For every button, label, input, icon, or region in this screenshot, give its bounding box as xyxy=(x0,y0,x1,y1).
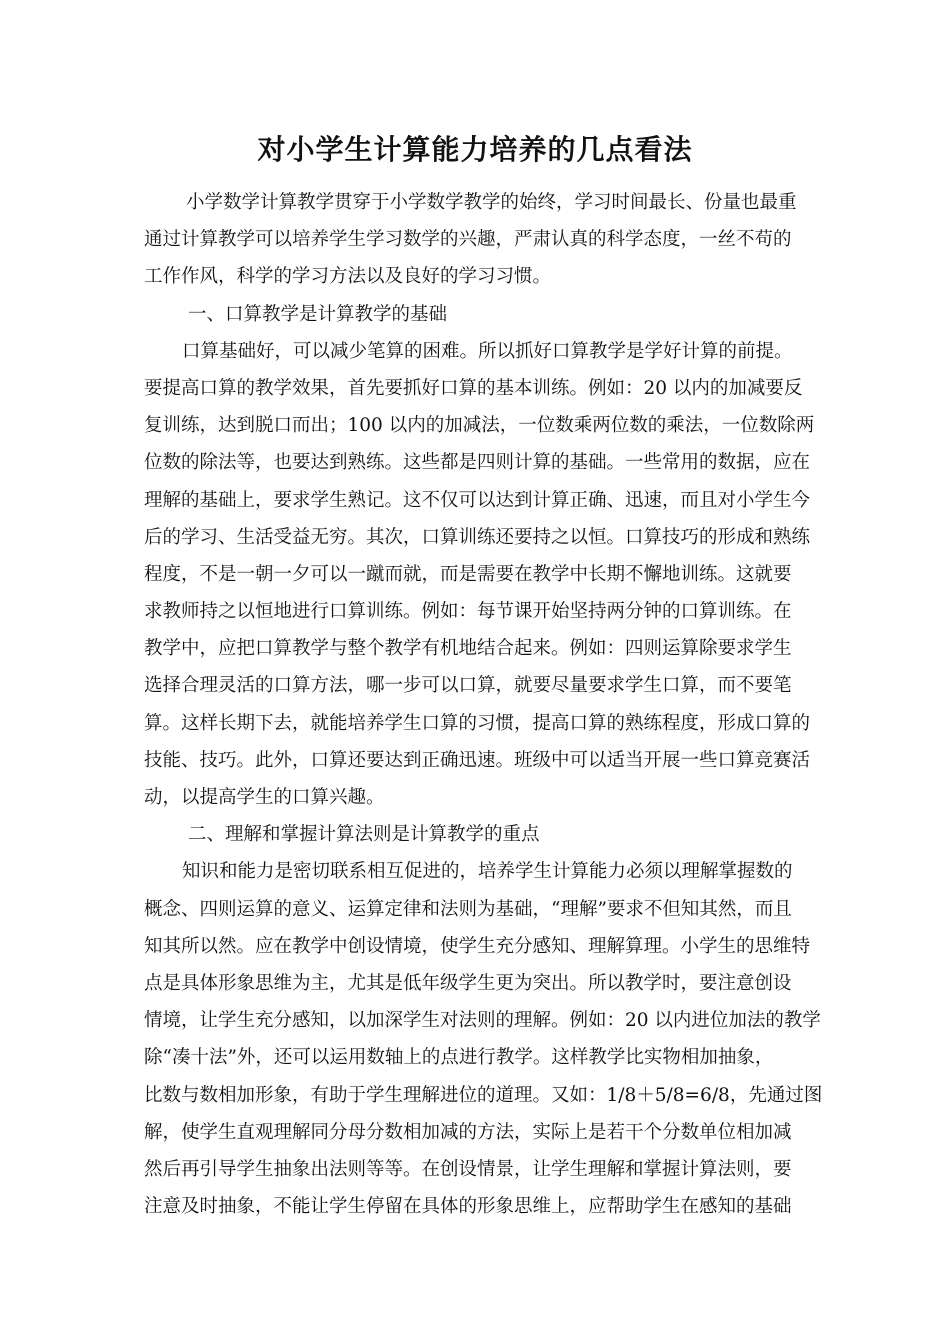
paragraph-line: 程度，不是一朝一夕可以一蹴而就，而是需要在教学中长期不懈地训练。这就要 xyxy=(144,563,792,585)
paragraph-line: 概念、四则运算的意义、运算定律和法则为基础，“理解”要求不但知其然，而且 xyxy=(144,898,792,920)
paragraph-line: 工作作风，科学的学习方法以及良好的学习习惯。 xyxy=(144,266,552,288)
paragraph-line: 解，使学生直观理解同分母分数相加减的方法，实际上是若干个分数单位相加减 xyxy=(144,1121,792,1143)
paragraph-line: 动，以提高学生的口算兴趣。 xyxy=(144,787,385,808)
paragraph-line: 理解的基础上，要求学生熟记。这不仅可以达到计算正确、迅速，而且对小学生今 xyxy=(144,489,811,511)
paragraph-line: 口算基础好，可以减少笔算的困难。所以抓好口算教学是学好计算的前提。 xyxy=(182,340,793,362)
paragraph-line: 知其所以然。应在教学中创设情境，使学生充分感知、理解算理。小学生的思维特 xyxy=(144,935,811,957)
paragraph-line: 求教师持之以恒地进行口算训练。例如：每节课开始坚持两分钟的口算训练。在 xyxy=(144,601,792,623)
paragraph-line: 小学数学计算教学贯穿于小学数学教学的始终，学习时间最长、份量也最重 xyxy=(186,192,797,213)
paragraph-line: 选择合理灵活的口算方法，哪一步可以口算，就要尽量要求学生口算，而不要笔 xyxy=(144,675,792,697)
paragraph-line: 注意及时抽象，不能让学生停留在具体的形象思维上，应帮助学生在感知的基础 xyxy=(144,1196,792,1218)
paragraph-line: 除“凑十法”外，还可以运用数轴上的点进行教学。这样教学比实物相加抽象， xyxy=(144,1047,774,1069)
paragraph-line: 点是具体形象思维为主，尤其是低年级学生更为突出。所以教学时，要注意创设 xyxy=(144,972,792,994)
document-title: 对小学生计算能力培养的几点看法 xyxy=(257,133,693,166)
paragraph-line: 技能、技巧。此外，口算还要达到正确迅速。班级中可以适当开展一些口算竞赛活 xyxy=(144,749,811,771)
paragraph-line: 然后再引导学生抽象出法则等等。在创设情景，让学生理解和掌握计算法则，要 xyxy=(144,1158,792,1180)
paragraph-line: 情境，让学生充分感知，以加深学生对法则的理解。例如：20 以内进位加法的教学 xyxy=(144,1010,821,1032)
paragraph-line: 通过计算教学可以培养学生学习数学的兴趣，严肃认真的科学态度，一丝不苟的 xyxy=(144,229,792,251)
document-body xyxy=(144,184,824,1225)
paragraph-line: 位数的除法等，也要达到熟练。这些都是四则计算的基础。一些常用的数据，应在 xyxy=(144,452,811,474)
paragraph-line: 后的学习、生活受益无穷。其次，口算训练还要持之以恒。口算技巧的形成和熟练 xyxy=(144,526,811,548)
paragraph-line: 算。这样长期下去，就能培养学生口算的习惯，提高口算的熟练程度，形成口算的 xyxy=(144,712,811,734)
paragraph-line: 要提高口算的教学效果，首先要抓好口算的基本训练。例如：20 以内的加减要反 xyxy=(144,377,803,399)
paragraph-line: 比数与数相加形象，有助于学生理解进位的道理。又如：1/8＋5/8=6/8，先通过图 xyxy=(144,1084,823,1106)
section-heading: 二、理解和掌握计算法则是计算教学的重点 xyxy=(188,824,540,846)
paragraph-line: 复训练，达到脱口而出；100 以内的加减法，一位数乘两位数的乘法，一位数除两 xyxy=(144,415,815,437)
paragraph-line: 教学中，应把口算教学与整个教学有机地结合起来。例如：四则运算除要求学生 xyxy=(144,638,792,660)
paragraph-line: 知识和能力是密切联系相互促进的，培养学生计算能力必须以理解掌握数的 xyxy=(182,861,793,883)
section-heading: 一、口算教学是计算教学的基础 xyxy=(188,303,448,325)
